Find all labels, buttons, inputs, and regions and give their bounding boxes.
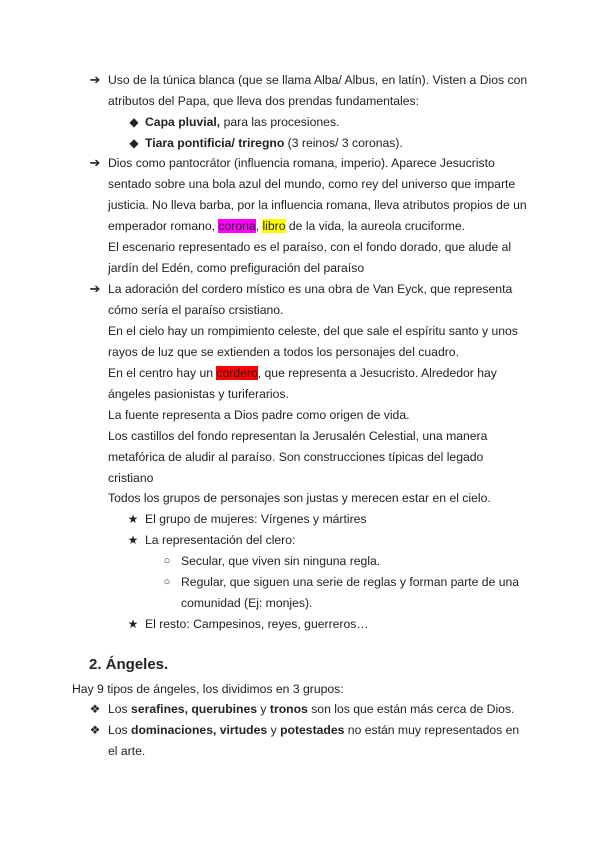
text-line: metafórica de aludir al paraíso. Son construcciones típicas del legado: [108, 450, 484, 464]
bold-text: serafines, querubines: [131, 702, 258, 716]
text-line: Uso de la túnica blanca (que se llama Alba/ Albus, en latín). Visten a Dios con: [108, 73, 528, 87]
text-line: En el cielo hay un rompimiento celeste, del que sale el espíritu santo y unos: [108, 324, 518, 338]
bold-text: Tiara pontificia/ triregno: [145, 136, 285, 150]
bold-text: dominaciones, virtudes: [131, 723, 268, 737]
text-run: (3 reinos/ 3 coronas).: [284, 136, 403, 150]
text-line: El escenario representado es el paraíso, con el fondo dorado, que alude al: [108, 240, 512, 254]
text-line: Secular, que viven sin ninguna regla.: [181, 554, 381, 568]
text-run: y: [267, 723, 281, 737]
highlight-corona: corona: [218, 219, 256, 233]
text-line: [145, 114, 339, 130]
arrow-bullet-icon: ➔: [89, 281, 101, 296]
text-run: no están muy representados en: [344, 723, 520, 737]
text-line: El grupo de mujeres: Vírgenes y mártires: [145, 512, 367, 526]
text-line: Hay 9 tipos de ángeles, los dividimos en 3 grupos:: [72, 682, 344, 696]
text-line: rayos de luz que se extienden a todos los personajes del cuadro.: [108, 345, 459, 359]
text-run: emperador romano,: [108, 219, 219, 233]
diamond-bullet-icon: ◆: [129, 115, 139, 129]
arrow-bullet-icon: ➔: [89, 72, 101, 87]
text-run: Los: [108, 723, 132, 737]
text-run: y: [257, 702, 270, 716]
text-line: atributos del Papa, que lleva dos prendas fundamentales:: [108, 94, 419, 108]
circle-bullet-icon: ○: [163, 576, 171, 588]
text-line: comunidad (Ej: monjes).: [181, 596, 313, 610]
text-line: cómo sería el paraíso crsistiano.: [108, 303, 284, 317]
text-line: [108, 218, 465, 234]
section-heading: 2. Ángeles.: [89, 656, 169, 673]
text-line: [145, 135, 403, 151]
text-run: son los que están más cerca de Dios.: [307, 702, 515, 716]
text-line: La adoración del cordero místico es una obra de Van Eyck, que representa: [108, 282, 513, 296]
text-run: Los: [108, 702, 132, 716]
bold-text: potestades: [280, 723, 345, 737]
bold-text: tronos: [269, 702, 308, 716]
text-line: La representación del clero:: [145, 533, 296, 547]
text-run: , que representa a Jesucristo. Alrededor hay: [257, 366, 497, 380]
text-line: sentado sobre una bola azul del mundo, como rey del universo que imparte: [108, 177, 516, 191]
text-line: el arte.: [108, 744, 146, 758]
text-line: Dios como pantocrátor (influencia romana, imperio). Aparece Jesucristo: [108, 156, 495, 170]
text-line: Regular, que siguen una serie de reglas y forman parte de una: [181, 575, 520, 589]
highlight-cordero: cordero: [216, 366, 258, 380]
star-bullet-icon: ★: [127, 617, 139, 631]
text-line: [108, 701, 514, 717]
text-line: justicia. No lleva barba, por la influencia romana, lleva atributos propios de un: [108, 198, 527, 212]
text-line: Todos los grupos de personajes son justas y merecen estar en el cielo.: [108, 491, 491, 505]
star-bullet-icon: ★: [127, 512, 139, 526]
circle-bullet-icon: ○: [163, 555, 171, 567]
text-run: para las procesiones.: [220, 115, 340, 129]
highlight-libro: libro: [262, 219, 286, 233]
text-line: El resto: Campesinos, reyes, guerreros…: [145, 617, 369, 631]
text-run: de la vida, la aureola cruciforme.: [285, 219, 466, 233]
text-line: jardín del Edén, como prefiguración del paraíso: [108, 261, 365, 275]
text-line: [108, 365, 497, 381]
text-line: ángeles pasionistas y turiferarios.: [108, 387, 289, 401]
text-line: cristiano: [108, 471, 154, 485]
text-line: [108, 722, 519, 738]
arrow-bullet-icon: ➔: [89, 155, 101, 170]
bold-text: Capa pluvial,: [145, 115, 221, 129]
text-line: La fuente representa a Dios padre como origen de vida.: [108, 408, 410, 422]
text-line: Los castillos del fondo representan la Jerusalén Celestial, una manera: [108, 429, 488, 443]
clover-bullet-icon: ❖: [89, 723, 101, 737]
diamond-bullet-icon: ◆: [129, 136, 139, 150]
text-run: En el centro hay un: [108, 366, 217, 380]
clover-bullet-icon: ❖: [89, 702, 101, 716]
text-run: ,: [255, 219, 263, 233]
star-bullet-icon: ★: [127, 533, 139, 547]
